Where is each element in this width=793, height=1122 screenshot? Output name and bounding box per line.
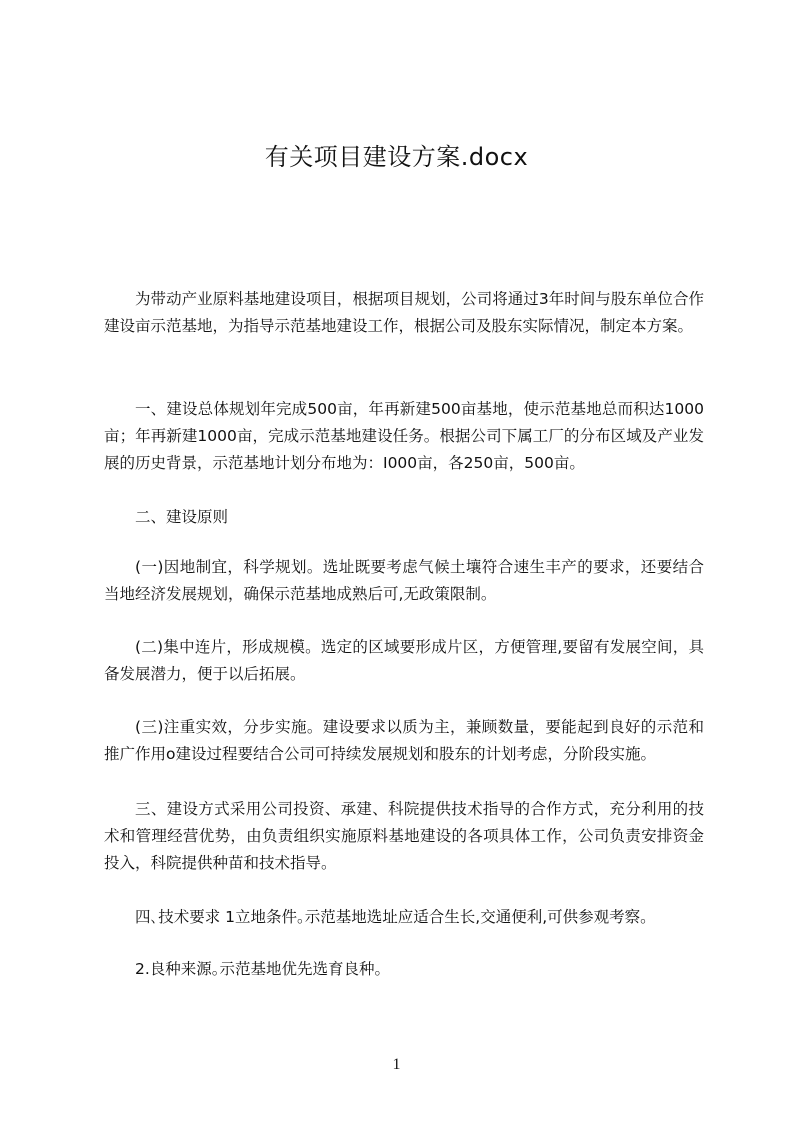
paragraph-overall-plan: 一、建设总体规划年完成500亩，年再新建500亩基地，使示范基地总而积达1000亩；年再新建1000亩，完成示范基地建设任务。根据公司下属工厂的分布区域及产业发展的历史背景，示范基地计划分布地为：I000亩，各250亩，500亩。 xyxy=(104,400,704,472)
paragraph-construction-method: 三、建设方式采用公司投资、承建、科院提供技术指导的合作方式，充分利用的技术和管理经营优势，由负责组织实施原料基地建设的各项具体工作，公司负责安排资金投入，科院提供种苗和技术指导。 xyxy=(104,800,704,872)
paragraph-principles-heading: 二、建设原则 xyxy=(135,508,229,526)
paragraph-seed-source: 2.良种来源｡示范基地优先选育良种｡ xyxy=(135,960,383,978)
paragraph-intro: 为带动产业原料基地建设项目，根据项目规划，公司将通过3年时间与股东单位合作建设亩示范基地，为指导示范基地建设工作，根据公司及股东实际情况，制定本方案。 xyxy=(104,290,704,335)
paragraph-principle-3: (三)注重实效，分步实施。建设要求以质为主，兼顾数量，要能起到良好的示范和推广作用o建设过程要结合公司可持续发展规划和股东的计划考虑，分阶段实施。 xyxy=(104,718,704,763)
paragraph-technical-requirements: 四､技术要求 1立地条件｡示范基地选址应适合生长,交通便利,可供参观考察｡ xyxy=(135,908,648,926)
page-number: 1 xyxy=(392,1056,401,1073)
paragraph-principle-1: (一)因地制宜，科学规划。选址既要考虑气候土壤符合速生丰产的要求，还要结合当地经济发展规划，确保示范基地成熟后可,无政策限制。 xyxy=(104,558,704,603)
document-title: 有关项目建设方案.docx xyxy=(264,143,529,171)
paragraph-principle-2: (二)集中连片，形成规模。选定的区域要形成片区，方便管理,要留有发展空间，具备发展潜力，便于以后拓展。 xyxy=(104,638,704,683)
